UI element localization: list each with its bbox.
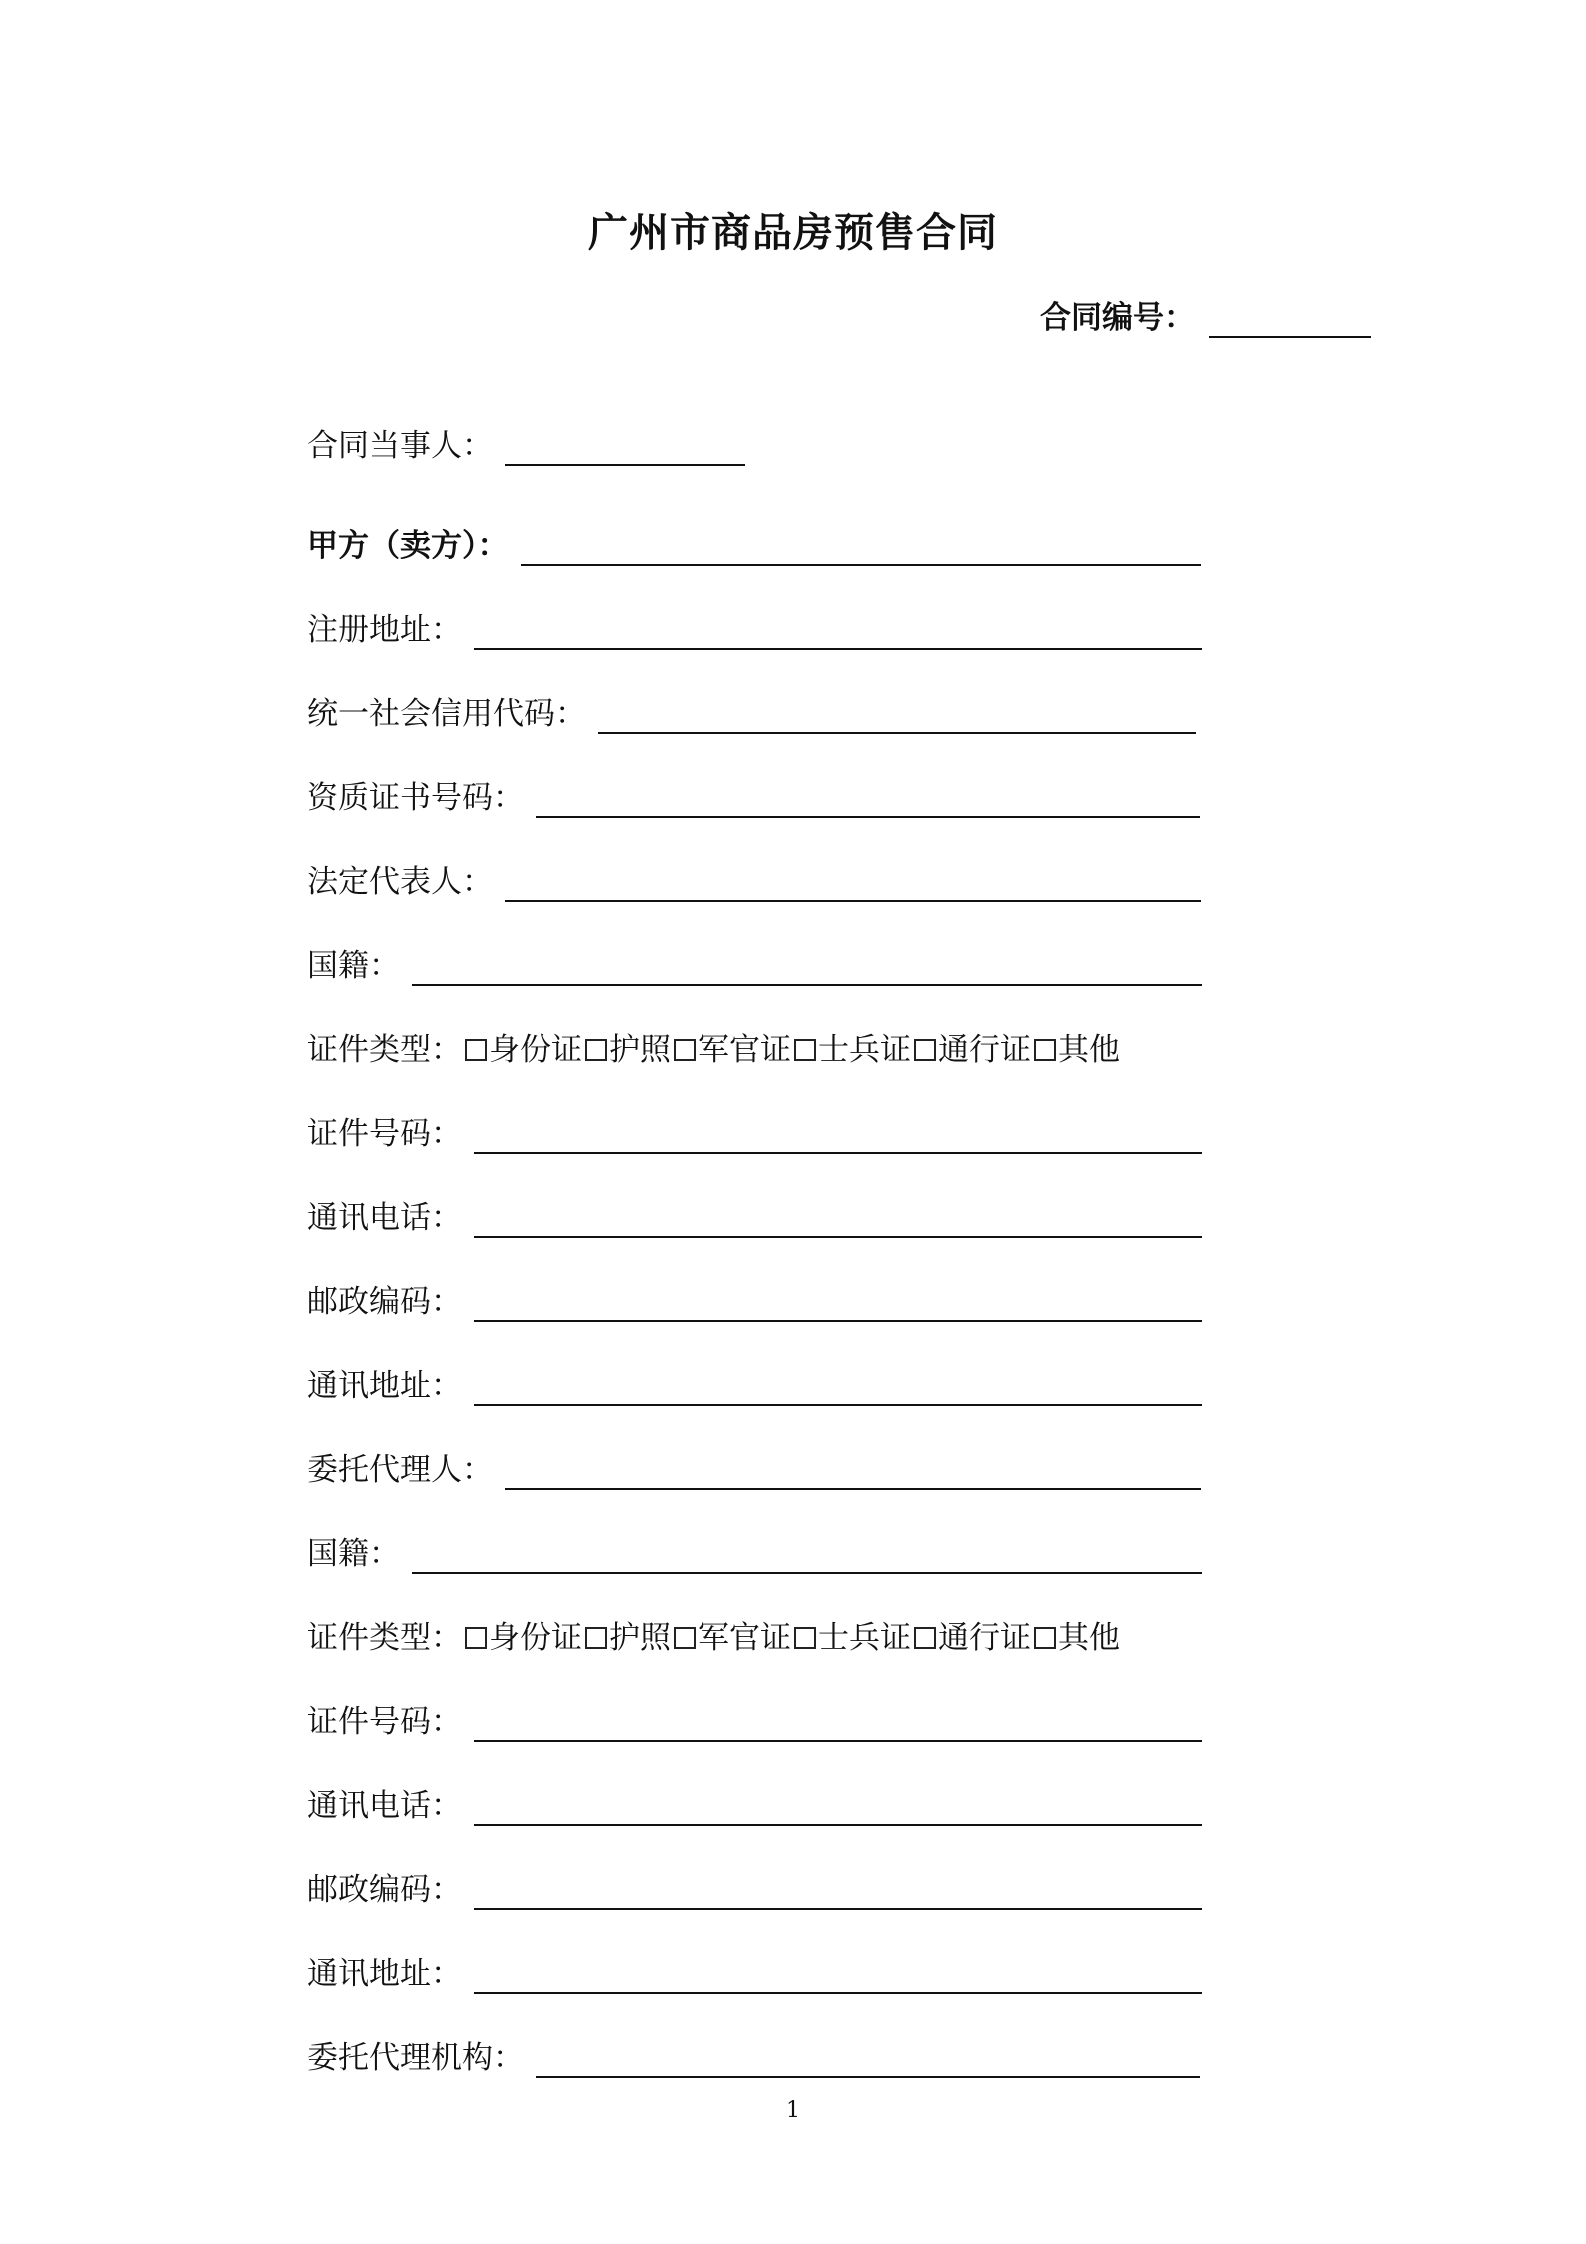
checkbox-icon[interactable] xyxy=(794,1627,816,1649)
agent-id-type-option[interactable] xyxy=(911,1618,1031,1658)
agent-nationality-blank[interactable] xyxy=(412,1532,1202,1574)
agent-id-type-option-label: 军官证 xyxy=(698,1620,791,1656)
checkbox-icon[interactable] xyxy=(914,1039,936,1061)
legal-rep-field xyxy=(307,856,1201,902)
agent-phone-label: 通讯电话： xyxy=(307,1788,462,1824)
agent-label: 委托代理人： xyxy=(307,1452,493,1488)
page-number: 1 xyxy=(786,2098,800,2123)
agent-id-type-option-label: 其他 xyxy=(1058,1620,1120,1656)
checkbox-icon[interactable] xyxy=(465,1627,487,1649)
agent-postal-code-label: 邮政编码： xyxy=(307,1872,462,1908)
agent-id-type-option-label: 护照 xyxy=(609,1620,671,1656)
checkbox-icon[interactable] xyxy=(674,1039,696,1061)
contract-number-blank[interactable] xyxy=(1209,296,1371,338)
agent-id-number-blank[interactable] xyxy=(474,1700,1202,1742)
agent-org-field xyxy=(307,2032,1200,2078)
mailing-address-blank[interactable] xyxy=(474,1364,1202,1406)
nationality-blank[interactable] xyxy=(412,944,1202,986)
agent-field xyxy=(307,1444,1201,1490)
agent-id-type-option[interactable] xyxy=(582,1618,671,1658)
mailing-address-field xyxy=(307,1360,1202,1406)
agent-postal-code-blank[interactable] xyxy=(474,1868,1202,1910)
document-title: 广州市商品房预售合同 xyxy=(588,210,998,256)
id-number-field xyxy=(307,1108,1202,1154)
postal-code-label: 邮政编码： xyxy=(307,1284,462,1320)
agent-id-type-option-label: 通行证 xyxy=(938,1620,1031,1656)
qualification-cert-blank[interactable] xyxy=(536,776,1200,818)
contract-parties-label: 合同当事人： xyxy=(307,428,493,464)
checkbox-icon[interactable] xyxy=(585,1627,607,1649)
phone-blank[interactable] xyxy=(474,1196,1202,1238)
agent-id-type-option-label: 士兵证 xyxy=(818,1620,911,1656)
credit-code-field xyxy=(307,688,1196,734)
checkbox-icon[interactable] xyxy=(465,1039,487,1061)
id-type-option[interactable] xyxy=(582,1030,671,1070)
id-type-option[interactable] xyxy=(791,1030,911,1070)
agent-mailing-address-field xyxy=(307,1948,1202,1994)
party-a-label: 甲方（卖方）： xyxy=(307,528,509,564)
party-a-blank[interactable] xyxy=(521,524,1201,566)
agent-org-label: 委托代理机构： xyxy=(307,2040,524,2076)
id-type-option[interactable] xyxy=(911,1030,1031,1070)
contract-parties-field xyxy=(307,420,745,466)
agent-nationality-label: 国籍： xyxy=(307,1536,400,1572)
agent-id-type-option[interactable] xyxy=(1031,1618,1120,1658)
checkbox-icon[interactable] xyxy=(674,1627,696,1649)
credit-code-blank[interactable] xyxy=(598,692,1196,734)
agent-id-type-label: 证件类型： xyxy=(307,1620,462,1656)
registered-address-field xyxy=(307,604,1202,650)
id-type-option-label: 通行证 xyxy=(938,1032,1031,1068)
agent-phone-blank[interactable] xyxy=(474,1784,1202,1826)
agent-postal-code-field xyxy=(307,1864,1202,1910)
contract-number-label: 合同编号： xyxy=(1040,300,1195,336)
agent-blank[interactable] xyxy=(505,1448,1201,1490)
agent-id-type-option[interactable] xyxy=(462,1618,582,1658)
id-number-blank[interactable] xyxy=(474,1112,1202,1154)
checkbox-icon[interactable] xyxy=(794,1039,816,1061)
mailing-address-label: 通讯地址： xyxy=(307,1368,462,1404)
agent-id-type-option[interactable] xyxy=(791,1618,911,1658)
checkbox-icon[interactable] xyxy=(1034,1039,1056,1061)
id-type-option-label: 身份证 xyxy=(489,1032,582,1068)
id-type-option-label: 士兵证 xyxy=(818,1032,911,1068)
contract-parties-blank[interactable] xyxy=(505,424,745,466)
id-type-option-label: 其他 xyxy=(1058,1032,1120,1068)
agent-nationality-field xyxy=(307,1528,1202,1574)
id-type-option[interactable] xyxy=(671,1030,791,1070)
agent-org-blank[interactable] xyxy=(536,2036,1200,2078)
agent-mailing-address-label: 通讯地址： xyxy=(307,1956,462,1992)
postal-code-blank[interactable] xyxy=(474,1280,1202,1322)
legal-rep-label: 法定代表人： xyxy=(307,864,493,900)
agent-id-type-options-row xyxy=(307,1615,1120,1661)
agent-id-type-option[interactable] xyxy=(671,1618,791,1658)
phone-field xyxy=(307,1192,1202,1238)
id-type-option-label: 护照 xyxy=(609,1032,671,1068)
agent-phone-field xyxy=(307,1780,1202,1826)
checkbox-icon[interactable] xyxy=(585,1039,607,1061)
agent-id-type-option-label: 身份证 xyxy=(489,1620,582,1656)
contract-number-field xyxy=(1040,292,1371,338)
nationality-label: 国籍： xyxy=(307,948,400,984)
checkbox-icon[interactable] xyxy=(914,1627,936,1649)
nationality-field xyxy=(307,940,1202,986)
id-number-label: 证件号码： xyxy=(307,1116,462,1152)
qualification-cert-field xyxy=(307,772,1200,818)
phone-label: 通讯电话： xyxy=(307,1200,462,1236)
checkbox-icon[interactable] xyxy=(1034,1627,1056,1649)
id-type-option-label: 军官证 xyxy=(698,1032,791,1068)
credit-code-label: 统一社会信用代码： xyxy=(307,696,586,732)
registered-address-label: 注册地址： xyxy=(307,612,462,648)
qualification-cert-label: 资质证书号码： xyxy=(307,780,524,816)
id-type-option[interactable] xyxy=(462,1030,582,1070)
agent-id-number-label: 证件号码： xyxy=(307,1704,462,1740)
agent-id-number-field xyxy=(307,1696,1202,1742)
postal-code-field xyxy=(307,1276,1202,1322)
id-type-label: 证件类型： xyxy=(307,1032,462,1068)
id-type-options-row xyxy=(307,1027,1120,1073)
legal-rep-blank[interactable] xyxy=(505,860,1201,902)
agent-mailing-address-blank[interactable] xyxy=(474,1952,1202,1994)
id-type-option[interactable] xyxy=(1031,1030,1120,1070)
registered-address-blank[interactable] xyxy=(474,608,1202,650)
party-a-field xyxy=(307,520,1201,566)
